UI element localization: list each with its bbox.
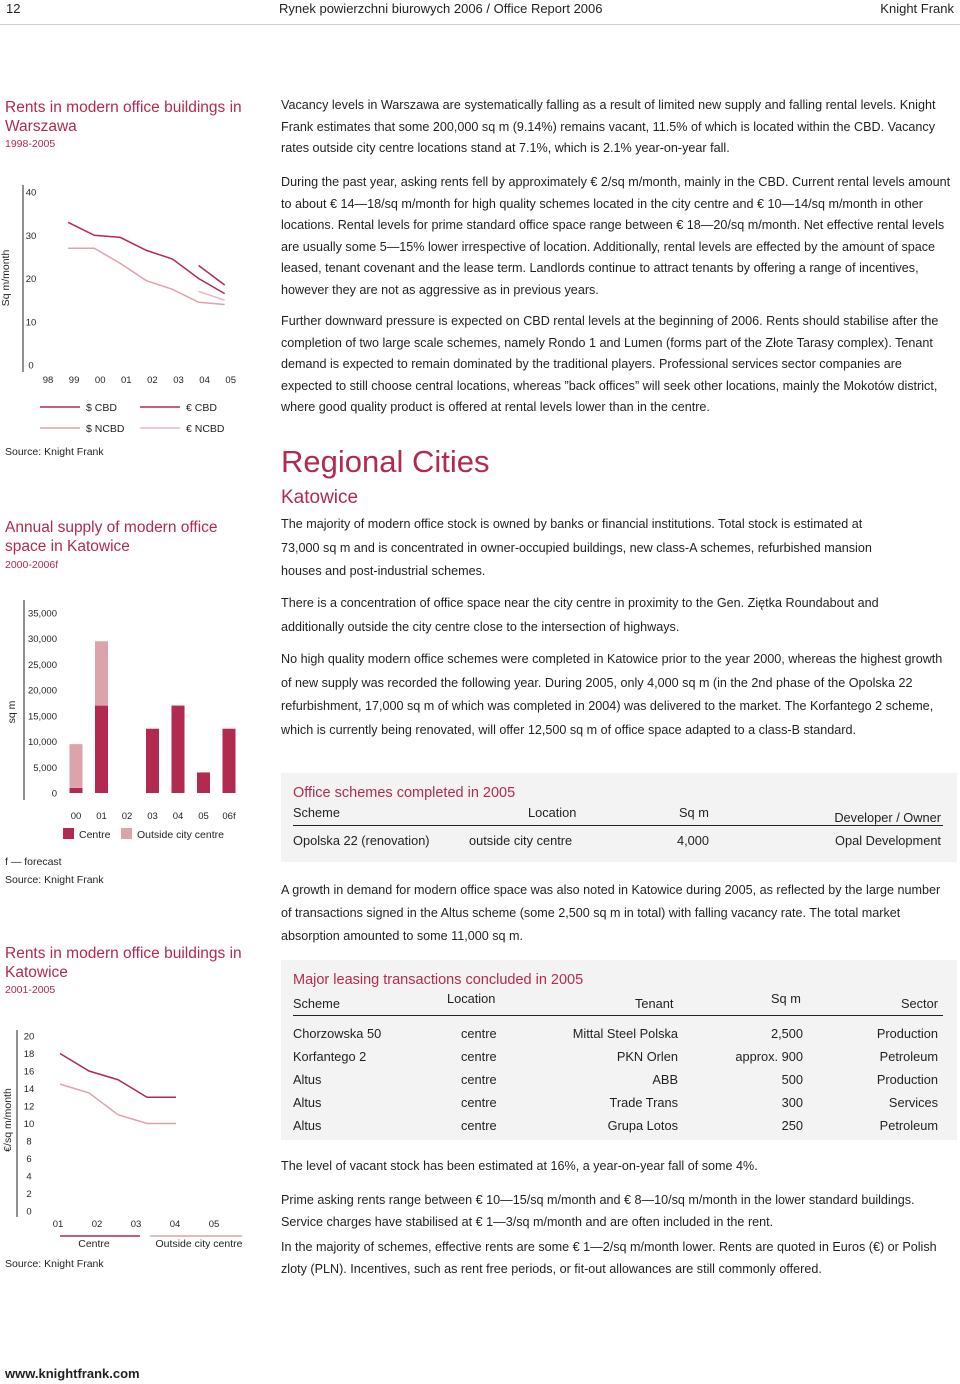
- chart1-ytick: 0: [28, 360, 34, 372]
- chart3-ytick: 6: [26, 1154, 32, 1165]
- table2-cell-r0-c0: Chorzowska 50: [293, 1026, 382, 1041]
- chart2-ytick: 20,000: [27, 685, 57, 697]
- chart2-xtick: 03: [147, 811, 158, 822]
- intro-paragraph-3: Further downward pressure is expected on CBD rental levels at the beginning of 2006. Rents should stabilise after the completion of two large scale schemes, namely Rondo 1 and Lumen (forms part of the Złote Tarasy complex). Tenant demand is expected to remain dominated by the traditional players. Professional services sector companies are expected to still choose central locations, whereas ”back offices” will seek other locations, mainly the Mokotów district, where good quality product is offered at rental levels lower than in the centre.: [281, 314, 939, 414]
- table2-cell-r0-c4: Production: [876, 1026, 938, 1041]
- chart2-ylabel: sq m: [6, 700, 18, 724]
- chart2-bar-segment: [70, 744, 83, 788]
- katowice-supply-chart: [0, 595, 260, 850]
- table2-cell-r4-c0: Altus: [293, 1118, 322, 1133]
- leasing-transactions-title: Major leasing transactions concluded in 2005: [293, 972, 584, 988]
- chart2-legend-label: Centre: [79, 829, 111, 841]
- table2-cell-r0-c2: Mittal Steel Polska: [572, 1026, 678, 1041]
- chart3-ytick: 20: [23, 1031, 35, 1043]
- table2-cell-r1-c3: approx. 900: [735, 1049, 803, 1064]
- chart2-xtick: 00: [70, 811, 82, 822]
- chart3-ytick: 4: [26, 1171, 32, 1183]
- chart2-ytick: 15,000: [27, 711, 57, 723]
- end-paragraph-3: In the majority of schemes, effective rents are some € 1—2/sq m/month lower. Rents are quoted in Euros (€) or Polish zloty (PLN). Incentives, such as rent free periods, or fit-out allowances are still commonly offered.: [281, 1240, 937, 1276]
- table2-header-scheme: Scheme: [293, 996, 340, 1011]
- table1-header-sqm: Sq m: [679, 805, 709, 820]
- table1-header-location: Location: [528, 805, 577, 820]
- chart1-ytick: 30: [25, 230, 37, 242]
- chart1-subtitle: 1998-2005: [5, 138, 56, 150]
- chart1-xtick: 00: [94, 375, 106, 386]
- chart2-bar-segment: [172, 706, 185, 793]
- chart2-bar-segment: [223, 729, 236, 793]
- chart2-source: Source: Knight Frank: [5, 874, 104, 886]
- chart2-xtick: 01: [96, 811, 107, 822]
- running-title: Rynek powierzchni biurowych 2006 / Office Report 2006: [279, 1, 603, 16]
- forecast-note: f — forecast: [5, 856, 62, 868]
- table2-cell-r1-c1: centre: [461, 1049, 497, 1064]
- mid-paragraph: A growth in demand for modern office space was also noted in Katowice during 2005, as reflected by the large number of transactions signed in the Altus scheme (some 2,500 sq m in total) with falling vacancy rate. The total market absorption amounted to some 11,000 sq m.: [281, 883, 941, 943]
- chart3-ytick: 2: [26, 1189, 32, 1200]
- chart3-ytick: 14: [23, 1084, 35, 1095]
- chart2-ytick: 0: [51, 788, 57, 800]
- table1-cell-location: outside city centre: [469, 833, 573, 848]
- table1-cell-scheme: Opolska 22 (renovation): [293, 833, 430, 848]
- chart3-legend-label: Outside city centre: [155, 1238, 243, 1250]
- intro-paragraph-2: During the past year, asking rents fell by approximately € 2/sq m/month, mainly in the CBD. Current rental levels amount to about € 14—18/sq m/month for high quality schemes located in the city centre and € 10—14/sq m/month in other locations. Rental levels for prime standard office space range between € 18—20/sq m/month. Net effective rental levels are usually some 5—15% lower irrespective of location. Additionally, rental levels are effected by the amount of space leased, tenant covenant and the lease term. Landlords continue to attract tenants by offering a range of incentives, however they are not as aggressive as in previous years.: [281, 175, 951, 297]
- chart2-xtick: 04: [172, 811, 184, 822]
- chart1-legend-label: € NCBD: [186, 423, 225, 435]
- table2-cell-r4-c4: Petroleum: [879, 1118, 938, 1133]
- chart3-series-line: [60, 1084, 176, 1123]
- chart2-ytick: 30,000: [27, 634, 57, 646]
- chart3-subtitle: 2001-2005: [5, 984, 56, 996]
- chart2-bar-segment: [95, 641, 108, 705]
- chart1-ylabel: Sq m/month: [0, 249, 12, 307]
- chart1-legend-label: $ NCBD: [86, 423, 125, 435]
- table2-cell-r0-c3: 2,500: [770, 1026, 803, 1041]
- table2-cell-r3-c0: Altus: [293, 1095, 322, 1110]
- footer-url[interactable]: www.knightfrank.com: [5, 1366, 140, 1381]
- table2-cell-r4-c1: centre: [461, 1118, 497, 1133]
- warszawa-rents-chart: [0, 180, 260, 440]
- table2-cell-r3-c1: centre: [461, 1095, 497, 1110]
- chart1-title: Rents in modern office buildings in Warszawa: [5, 99, 242, 135]
- chart2-ytick: 25,000: [27, 659, 57, 671]
- chart2-legend-label: Outside city centre: [137, 829, 224, 841]
- table2-cell-r1-c4: Petroleum: [879, 1049, 938, 1064]
- regional-cities-heading: Regional Cities: [281, 444, 490, 479]
- chart1-ytick: 10: [25, 317, 37, 329]
- chart3-ytick: 0: [26, 1206, 32, 1218]
- katowice-paragraph-1: The majority of modern office stock is owned by banks or financial institutions. Total stock is estimated at 73,000 sq m and is concentrated in owner-occupied buildings, new class-A schemes, refurbished mansion houses and post-industrial schemes.: [281, 517, 872, 578]
- chart2-ytick: 10,000: [27, 737, 57, 749]
- table2-cell-r4-c2: Grupa Lotos: [607, 1118, 678, 1133]
- brand-name: Knight Frank: [880, 1, 954, 16]
- table2-cell-r3-c3: 300: [781, 1095, 803, 1110]
- chart1-xtick: 04: [199, 375, 210, 386]
- chart2-legend-swatch: [121, 828, 132, 839]
- chart2-bar-segment: [146, 729, 159, 793]
- chart2-xtick: 02: [121, 811, 133, 822]
- chart1-series-line: [199, 266, 225, 285]
- chart1-xtick: 98: [42, 375, 54, 386]
- chart3-xtick: 04: [169, 1219, 181, 1230]
- table2-cell-r2-c4: Production: [876, 1072, 938, 1087]
- chart3-source: Source: Knight Frank: [5, 1258, 104, 1270]
- chart1-ytick: 40: [25, 187, 37, 199]
- office-schemes-panel: [281, 773, 957, 862]
- chart3-title: Rents in modern office buildings in Katowice: [5, 945, 242, 981]
- chart2-legend-swatch: [63, 828, 74, 839]
- table2-header-sector: Sector: [901, 996, 938, 1011]
- end-paragraph-2: Prime asking rents range between € 10—15/sq m/month and € 8—10/sq m/month in the lower standard buildings. Service charges have stabilised at € 1—3/sq m/month and are often included in the rent.: [281, 1193, 915, 1229]
- chart2-title: Annual supply of modern office space in Katowice: [5, 519, 218, 555]
- chart1-series-line: [199, 291, 225, 300]
- table2-cell-r0-c1: centre: [461, 1026, 497, 1041]
- chart1-ytick: 20: [25, 274, 37, 285]
- chart1-legend-label: € CBD: [186, 402, 217, 414]
- table1-header-scheme: Scheme: [293, 805, 340, 820]
- chart3-ytick: 16: [23, 1066, 35, 1078]
- table2-cell-r1-c0: Korfantego 2: [293, 1049, 367, 1064]
- chart2-ytick: 35,000: [27, 608, 57, 620]
- katowice-heading: Katowice: [281, 487, 359, 508]
- table2-cell-r3-c4: Services: [888, 1095, 938, 1110]
- chart3-xtick: 02: [91, 1219, 103, 1230]
- chart1-xtick: 02: [147, 375, 158, 386]
- chart3-xtick: 03: [130, 1219, 142, 1230]
- chart2-bar-segment: [95, 706, 108, 793]
- table1-rule: [293, 825, 943, 826]
- table2-header-sqm: Sq m: [771, 991, 801, 1006]
- leasing-transactions-panel: [281, 960, 957, 1140]
- table2-cell-r3-c2: Trade Trans: [609, 1095, 678, 1110]
- chart1-xtick: 03: [173, 375, 184, 386]
- intro-paragraph-1: Vacancy levels in Warszawa are systematically falling as a result of limited new supply and falling rental levels. Knight Frank estimates that some 200,000 sq m (9.14%) remains vacant, 11.5% of which is located within the CBD. Vacancy rates outside city centre locations stand at 7.1%, which is 2.1% year-on-year fall.: [281, 98, 936, 155]
- table2-cell-r2-c3: 500: [781, 1072, 803, 1087]
- katowice-rents-chart: [0, 1025, 260, 1255]
- page-number: 12: [6, 1, 21, 16]
- table2-cell-r2-c1: centre: [461, 1072, 497, 1087]
- end-paragraph-1: The level of vacant stock has been estimated at 16%, a year-on-year fall of some 4%.: [281, 1159, 758, 1173]
- chart2-bar-segment: [197, 772, 210, 793]
- katowice-paragraph-3: No high quality modern office schemes were completed in Katowice prior to the year 2000, whereas the highest growth of new supply was recorded the following year. During 2005, only 4,000 sq m (in the 2nd phase of the Opolska 22 refurbishment, 17,000 sq m of which was completed in 2004) was delivered to the market. The Korfantego 2 scheme, which is currently being renovated, will offer 12,500 sq m of office space adapted to a class-B standard.: [281, 652, 943, 737]
- chart1-xtick: 99: [68, 375, 80, 386]
- chart1-source: Source: Knight Frank: [5, 446, 104, 458]
- chart3-xtick: 05: [208, 1219, 220, 1230]
- chart1-xtick: 05: [225, 375, 236, 386]
- table2-header-tenant: Tenant: [635, 996, 674, 1011]
- table1-header-developer: Developer / Owner: [834, 810, 941, 825]
- chart1-xtick: 01: [121, 375, 132, 386]
- table1-cell-sqm: 4,000: [677, 833, 710, 848]
- chart3-ytick: 18: [23, 1049, 35, 1060]
- header-divider: [0, 24, 960, 25]
- table1-cell-developer: Opal Development: [835, 833, 941, 848]
- chart2-ytick: 5,000: [33, 762, 57, 774]
- chart3-series-line: [60, 1054, 176, 1098]
- chart2-xtick: 06f: [222, 811, 236, 822]
- katowice-paragraph-2: There is a concentration of office space near the city centre in proximity to the Gen. Ziętka Roundabout and additionally outside the city centre close to the intersection of highways.: [281, 596, 879, 634]
- chart1-legend-label: $ CBD: [86, 402, 117, 414]
- table2-cell-r4-c3: 250: [781, 1118, 803, 1133]
- chart3-xtick: 01: [52, 1219, 64, 1230]
- chart3-legend-label: Centre: [78, 1238, 110, 1250]
- chart1-series-line: [68, 248, 225, 304]
- table2-cell-r2-c2: ABB: [652, 1072, 678, 1087]
- chart3-ytick: 8: [26, 1136, 32, 1148]
- office-schemes-title: Office schemes completed in 2005: [293, 785, 516, 801]
- chart2-bar-segment: [70, 788, 83, 793]
- chart1-series-line: [68, 222, 225, 293]
- table2-rule: [293, 1015, 943, 1016]
- chart3-ytick: 12: [23, 1101, 35, 1113]
- chart3-ytick: 10: [23, 1119, 35, 1130]
- chart2-xtick: 05: [198, 811, 209, 822]
- chart3-ylabel: €/sq m/month: [2, 1088, 14, 1152]
- table2-header-location: Location: [447, 991, 496, 1006]
- table2-cell-r2-c0: Altus: [293, 1072, 322, 1087]
- chart2-subtitle: 2000-2006f: [5, 559, 59, 571]
- table2-cell-r1-c2: PKN Orlen: [616, 1049, 678, 1064]
